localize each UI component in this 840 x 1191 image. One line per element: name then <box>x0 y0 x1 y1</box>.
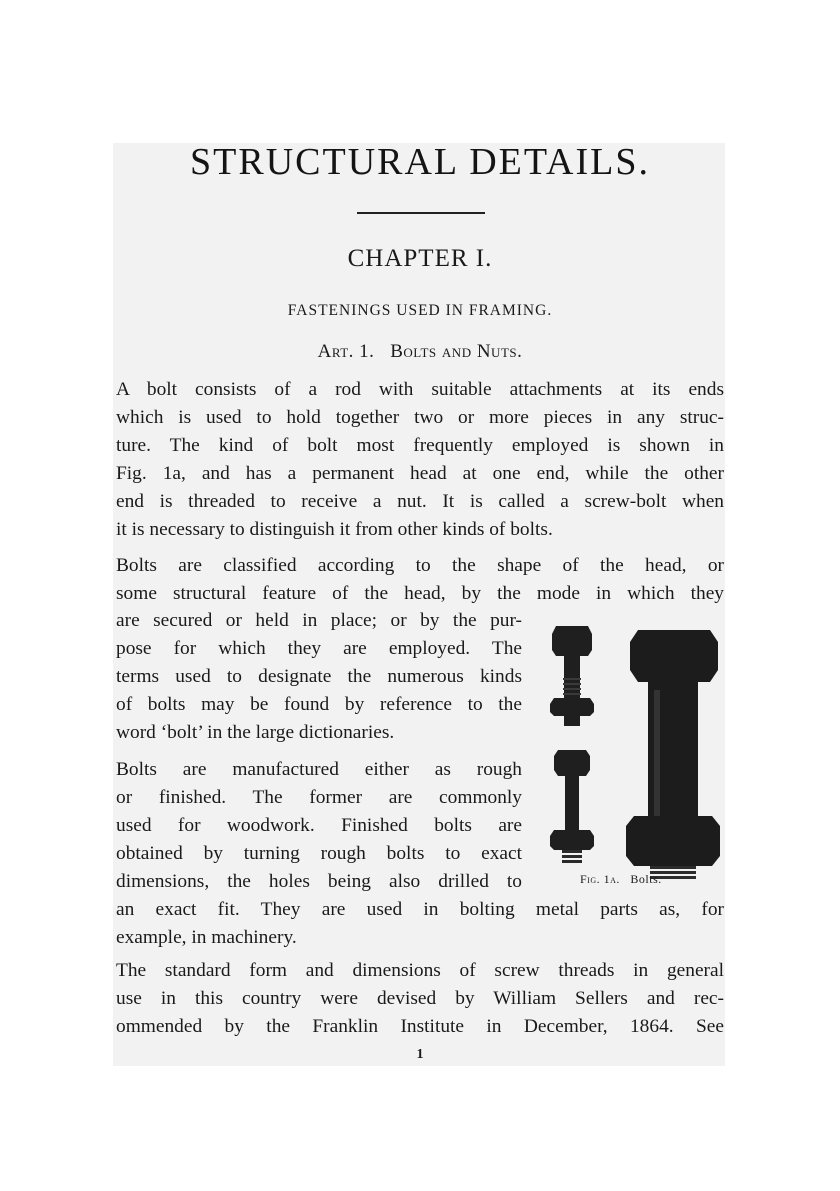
text-line: ommended by the Franklin Institute in December, 1864. See <box>116 1016 724 1037</box>
text-line: pose for which they are employed. The <box>116 638 522 659</box>
article-number: Art. 1. <box>317 341 375 362</box>
paragraph-4-continued <box>116 896 724 952</box>
text-line: some structural feature of the head, by the mode in which they <box>116 583 724 604</box>
text-line: Fig. 1a, and has a permanent head at one end, while the other <box>116 463 724 484</box>
text-line: obtained by turning rough bolts to exact <box>116 843 522 864</box>
text-line: example, in machinery. <box>116 927 297 948</box>
text-line: used for woodwork. Finished bolts are <box>116 815 522 836</box>
section-subheading: FASTENINGS USED IN FRAMING. <box>287 302 553 319</box>
small-bolt-upper <box>550 626 594 726</box>
title-divider-rule <box>357 212 485 214</box>
paragraph-3 <box>116 607 522 747</box>
text-line: dimensions, the holes being also drilled to <box>116 871 522 892</box>
text-line: end is threaded to receive a nut. It is called a screw-bolt when <box>116 491 724 512</box>
large-bolt <box>626 630 720 879</box>
paragraph-4 <box>116 756 522 896</box>
page-number: 1 <box>416 1047 424 1062</box>
paragraph-5 <box>116 957 724 1041</box>
text-line: ture. The kind of bolt most frequently employed is shown in <box>116 435 724 456</box>
chapter-heading: CHAPTER I. <box>347 245 493 272</box>
article-heading <box>116 341 724 363</box>
figure-label: Fig. 1a. <box>580 872 620 886</box>
figure-caption-text: Bolts. <box>630 872 662 886</box>
article-title: Bolts and Nuts. <box>390 341 523 362</box>
text-line: word ‘bolt’ in the large dictionaries. <box>116 722 395 743</box>
small-bolt-lower <box>550 750 594 863</box>
text-line: A bolt consists of a rod with suitable attachments at its ends <box>116 379 724 400</box>
text-line: Bolts are manufactured either as rough <box>116 759 522 780</box>
paragraph-1 <box>116 376 724 544</box>
bolts-figure <box>550 620 730 880</box>
text-line: which is used to hold together two or more pieces in any struc- <box>116 407 724 428</box>
paragraph-2 <box>116 552 724 608</box>
text-line: The standard form and dimensions of screw threads in general <box>116 960 724 981</box>
text-line: or finished. The former are commonly <box>116 787 522 808</box>
text-line: of bolts may be found by reference to the <box>116 694 522 715</box>
figure-caption <box>580 872 662 887</box>
text-line: it is necessary to distinguish it from other kinds of bolts. <box>116 519 553 540</box>
text-line: an exact fit. They are used in bolting metal parts as, for <box>116 899 724 920</box>
text-line: use in this country were devised by William Sellers and rec- <box>116 988 724 1009</box>
text-line: terms used to designate the numerous kinds <box>116 666 522 687</box>
text-line: are secured or held in place; or by the pur- <box>116 610 522 631</box>
page-title: STRUCTURAL DETAILS. <box>190 141 650 183</box>
text-line: Bolts are classified according to the shape of the head, or <box>116 555 724 576</box>
